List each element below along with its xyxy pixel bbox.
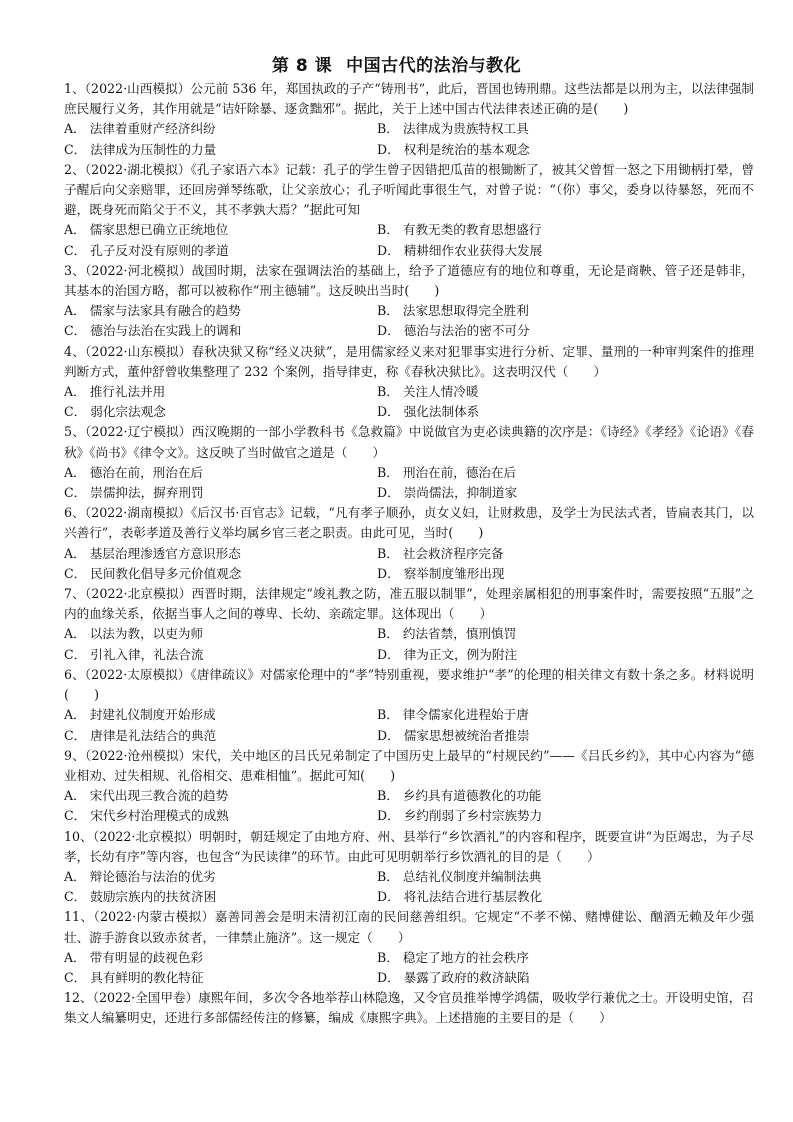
answer-option (377, 402, 754, 422)
answer-option (377, 483, 754, 503)
question-block (64, 79, 754, 160)
option-text: 封建礼仪制度开始形成 (89, 707, 216, 723)
option-text: 强化法制体系 (403, 404, 480, 420)
question-block (64, 160, 754, 261)
option-text: 社会救济程序完备 (402, 545, 504, 561)
option-letter: B． (377, 464, 399, 480)
option-letter: D． (377, 323, 400, 339)
answer-option (64, 119, 377, 139)
option-letter: A． (64, 788, 86, 804)
option-letter: C． (64, 242, 87, 258)
option-text: 引礼入律，礼法合流 (90, 646, 204, 662)
answer-option (64, 867, 377, 887)
option-letter: A． (64, 222, 86, 238)
option-letter: A． (64, 303, 86, 319)
answer-option (377, 705, 754, 725)
option-letter: D． (377, 404, 400, 420)
answer-option (377, 220, 754, 240)
option-text: 儒家思想已确立正统地位 (89, 222, 229, 238)
answer-option (64, 241, 377, 261)
answer-option (64, 544, 377, 564)
option-text: 具有鲜明的教化特征 (90, 969, 204, 985)
question-stem: 4、（2022·山东模拟）春秋决狱又称“经义决狱”，是用儒家经义来对犯罪事实进行分析、定罪、量刑的一种审判案件的推理判断方式，董仲舒曾收集整理了 232 个案例，指导律吏，称《春秋决狱比》。这表明汉代（ ） (64, 343, 754, 379)
question-block (64, 503, 754, 584)
option-text: 德治与法治在实践上的调和 (90, 323, 242, 339)
option-letter: A． (64, 384, 86, 400)
answer-option (377, 241, 754, 261)
option-letter: D． (377, 969, 400, 985)
question-block (64, 261, 754, 342)
answer-option (64, 968, 377, 988)
option-text: 崇尚儒法，抑制道家 (403, 485, 518, 501)
answer-options (64, 867, 754, 907)
option-letter: B． (377, 545, 399, 561)
option-text: 乡约具有道德教化的功能 (402, 788, 542, 804)
option-text: 刑治在前，德治在后 (402, 464, 517, 480)
question-block (64, 584, 754, 665)
question-stem: 2、（2022·湖北模拟）《孔子家语六本》记载：孔子的学生曾子因错把瓜苗的根锄断了，被其父曾皙一怒之下用锄柄打晕，曾子醒后向父亲赔罪，还回房弹琴练歌，让父亲放心；孔子听闻此事很生气，对曾子说：“（你）事父，委身以待暴怒，死而不避，既身死而陷父于不义，其不孝孰大焉？”据此可知 (64, 161, 754, 218)
question-stem: 11、（2022·内蒙古模拟）嘉善同善会是明末清初江南的民间慈善组织。它规定“不孝不悌、赌博健讼、酗酒无赖及年少强壮、游手游食以致赤贫者，一律禁止施济”。这一规定（ ） (64, 909, 754, 945)
question-block (64, 827, 754, 908)
question-stem: 6、（2022·太原模拟）《唐律疏议》对儒家伦理中的“孝”特别重视，要求维护“孝”的伦理的相关律文有数十条之多。材料说明( ) (64, 666, 754, 703)
question-stem: 1、（2022·山西模拟）公元前 536 年，郑国执政的子产“铸刑书”，此后，晋国也铸刑鼎。这些法都是以刑为主，以法律强制庶民履行义务，其作用就是“诘奸除暴、逐贪黜邪”。据此，关于上述中国古代法律表述正确的是( ) (64, 81, 754, 117)
answer-options (64, 119, 754, 159)
option-text: 辩论德治与法治的优劣 (89, 868, 216, 884)
option-letter: A． (64, 868, 86, 884)
answer-option (377, 140, 754, 160)
option-text: 唐律是礼法结合的典范 (90, 727, 217, 743)
option-letter: A． (64, 626, 86, 642)
option-letter: D． (377, 485, 400, 501)
question-block (64, 988, 754, 1028)
option-letter: C． (64, 485, 87, 501)
answer-option (64, 887, 377, 907)
option-letter: C． (64, 323, 87, 339)
answer-option (377, 806, 754, 826)
option-text: 法律成为压制性的力量 (90, 141, 217, 157)
option-letter: B． (377, 222, 399, 238)
answer-option (377, 948, 754, 968)
option-text: 律令儒家化进程始于唐 (402, 707, 529, 723)
answer-options (64, 705, 754, 745)
option-letter: D． (377, 889, 400, 905)
page-title (0, 51, 793, 76)
option-text: 宋代乡村治理模式的成熟 (90, 808, 229, 824)
option-text: 权利是统治的基本观念 (403, 141, 530, 157)
question-stem: 7、（2022·北京模拟）西晋时期，法律规定“竣礼教之防，准五服以制罪”，处理亲属相犯的刑事案件时，需要按照“五服”之内的血缘关系，依据当事人之间的尊卑、长幼、亲疏定罪。这体现出（ ） (64, 586, 754, 622)
question-block (64, 665, 754, 746)
option-letter: C． (64, 969, 87, 985)
option-letter: A． (64, 949, 86, 965)
option-letter: C． (64, 808, 87, 824)
option-text: 暴露了政府的救济缺陷 (403, 969, 530, 985)
option-text: 律为正文，例为附注 (403, 646, 518, 662)
option-text: 乡约削弱了乡村宗族势力 (403, 808, 543, 824)
option-letter: C． (64, 727, 87, 743)
answer-option (377, 382, 754, 402)
answer-option (64, 705, 377, 725)
option-text: 法家思想取得完全胜利 (402, 303, 529, 319)
answer-option (64, 806, 377, 826)
answer-option (377, 463, 754, 483)
answer-option (377, 867, 754, 887)
answer-option (377, 645, 754, 665)
option-text: 德治在前，刑治在后 (89, 464, 204, 480)
option-letter: A． (64, 545, 86, 561)
answer-option (377, 624, 754, 644)
option-text: 带有明显的歧视色彩 (89, 949, 204, 965)
option-letter: C． (64, 889, 87, 905)
option-text: 孔子反对没有原则的孝道 (90, 242, 229, 258)
option-text: 崇儒抑法，摒弃刑罚 (90, 485, 204, 501)
question-stem: 12、（2022·全国甲卷）康熙年间，多次令各地举荐山林隐逸，又令官员推举博学鸿儒，吸收学行兼优之士。开设明史馆，召集文人编纂明史，还进行多部儒经传注的修纂，编成《康熙字典》。上述措施的主要目的是（ ） (64, 990, 754, 1026)
option-letter: D． (377, 242, 400, 258)
option-letter: C． (64, 646, 87, 662)
option-letter: C． (64, 141, 87, 157)
option-text: 关注人情冷暖 (402, 384, 479, 400)
question-block (64, 907, 754, 988)
question-block (64, 422, 754, 503)
option-text: 弱化宗法观念 (90, 404, 166, 420)
answer-option (64, 140, 377, 160)
option-text: 法律着重财产经济纠纷 (89, 121, 216, 137)
answer-options (64, 301, 754, 341)
option-text: 宋代出现三教合流的趋势 (89, 788, 229, 804)
answer-option (64, 624, 377, 644)
answer-option (64, 726, 377, 746)
answer-option (64, 321, 377, 341)
option-letter: C． (64, 404, 87, 420)
question-stem: 3、（2022·河北模拟）战国时期，法家在强调法治的基础上，给予了道德应有的地位和尊重，无论是商鞅、管子还是韩非，其基本的治国方略，都可以被称作“刑主德辅”。这反映出当时( ) (64, 262, 754, 299)
answer-option (377, 301, 754, 321)
option-text: 鼓励宗族内的扶贫济困 (90, 889, 217, 905)
answer-option (64, 645, 377, 665)
option-letter: B． (377, 121, 399, 137)
question-stem: 6、（2022·湖南模拟）《后汉书·百官志》记载，“凡有孝子顺孙，贞女义妇，让财救患，及学士为民法式者，皆扁表其门，以兴善行”，表彰孝道及善行义举均属乡官三老之职责。由此可见，当时( ) (64, 505, 754, 541)
option-text: 察举制度雏形出现 (403, 565, 505, 581)
option-text: 约法省禁，慎刑慎罚 (402, 626, 517, 642)
option-letter: D． (377, 565, 400, 581)
answer-options (64, 463, 754, 503)
option-letter: D． (377, 141, 400, 157)
answer-options (64, 948, 754, 988)
question-stem: 9、（2022·沧州模拟）宋代，关中地区的吕氏兄弟制定了中国历史上最早的“村规民约”——《吕氏乡约》，其中心内容为“德业相劝、过失相规、礼俗相交、患难相恤”。据此可知( ) (64, 747, 754, 783)
answer-options (64, 220, 754, 260)
option-letter: B． (377, 626, 399, 642)
option-letter: B． (377, 303, 399, 319)
answer-option (64, 402, 377, 422)
answer-options (64, 382, 754, 422)
option-letter: A． (64, 121, 86, 137)
option-text: 推行礼法并用 (89, 384, 166, 400)
option-text: 德治与法治的密不可分 (403, 323, 530, 339)
question-block (64, 342, 754, 423)
answer-option (64, 382, 377, 402)
option-text: 稳定了地方的社会秩序 (402, 949, 529, 965)
answer-option (377, 726, 754, 746)
option-text: 以法为教，以吏为师 (89, 626, 204, 642)
option-letter: B． (377, 384, 399, 400)
lesson-title: 中国古代的法治与教化 (346, 56, 522, 76)
option-letter: B． (377, 868, 399, 884)
answer-option (64, 463, 377, 483)
answer-option (377, 321, 754, 341)
option-text: 法律成为贵族特权工具 (402, 121, 529, 137)
answer-option (377, 564, 754, 584)
option-text: 有教无类的教育思想盛行 (402, 222, 542, 238)
option-letter: A． (64, 464, 86, 480)
answer-option (64, 301, 377, 321)
option-text: 儒家与法家具有融合的趋势 (89, 303, 241, 319)
answer-option (377, 119, 754, 139)
option-letter: A． (64, 707, 86, 723)
option-text: 将礼法结合进行基层教化 (403, 889, 543, 905)
answer-option (377, 544, 754, 564)
answer-option (64, 948, 377, 968)
question-list (64, 79, 754, 1029)
option-letter: B． (377, 788, 399, 804)
answer-option (64, 786, 377, 806)
question-block (64, 746, 754, 827)
option-text: 基层治理渗透官方意识形态 (89, 545, 241, 561)
option-text: 民间教化倡导多元价值观念 (90, 565, 242, 581)
answer-options (64, 786, 754, 826)
lesson-number: 第 8 课 (271, 56, 333, 76)
option-letter: C． (64, 565, 87, 581)
answer-option (64, 564, 377, 584)
question-stem: 5、（2022·辽宁模拟）西汉晚期的一部小学教科书《急救篇》中说做官为吏必读典籍的次序是：《诗经》《孝经》《论语》《春秋》《尚书》《律令文》。这反映了当时做官之道是（ ） (64, 424, 754, 460)
answer-option (64, 220, 377, 240)
option-letter: D． (377, 808, 400, 824)
option-letter: D． (377, 646, 400, 662)
option-letter: D． (377, 727, 400, 743)
question-stem: 10、（2022·北京模拟）明朝时，朝廷规定了由地方府、州、县举行“乡饮酒礼”的内容和程序，既要宣讲“为臣竭忠，为子尽孝，长幼有序”等内容，也包含“为民读律”的环节。由此可见明朝举行乡饮酒礼的目的是（ ） (64, 828, 754, 864)
answer-option (377, 887, 754, 907)
answer-option (377, 786, 754, 806)
answer-option (377, 968, 754, 988)
option-text: 总结礼仪制度并编制法典 (402, 868, 542, 884)
option-letter: B． (377, 949, 399, 965)
answer-options (64, 544, 754, 584)
answer-option (64, 483, 377, 503)
option-text: 儒家思想被统治者推崇 (403, 727, 530, 743)
answer-options (64, 624, 754, 664)
option-letter: B． (377, 707, 399, 723)
option-text: 精耕细作农业获得大发展 (403, 242, 543, 258)
